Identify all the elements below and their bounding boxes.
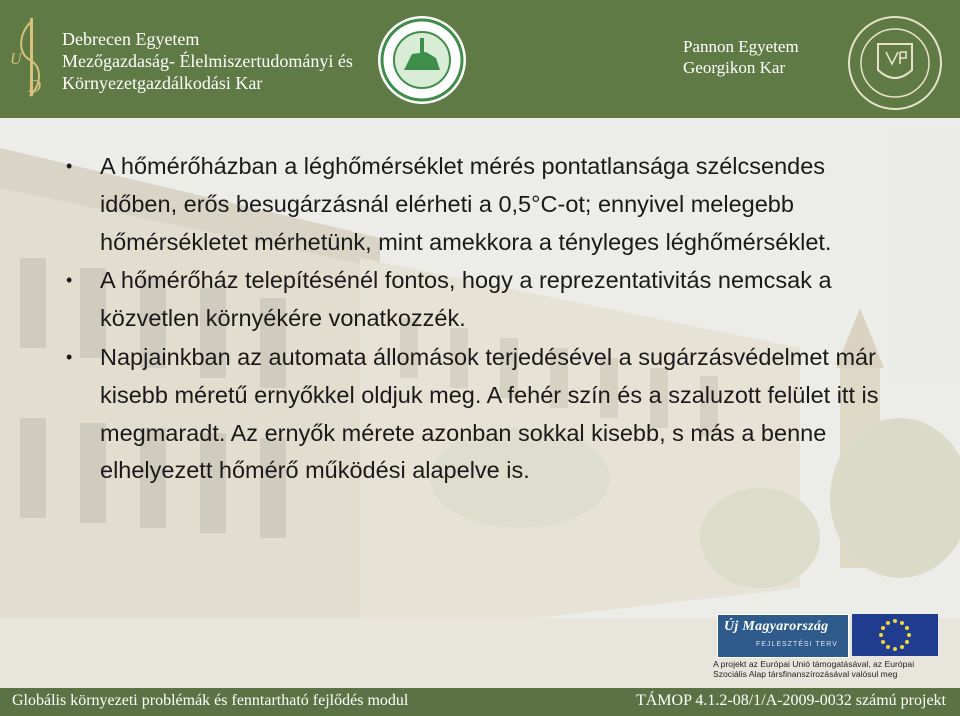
debrecen-university-logo xyxy=(8,14,52,102)
uj-magyarorszag-subtitle: FEJLESZTÉSI TERV xyxy=(756,641,838,648)
pannon-faculty-name xyxy=(683,36,799,78)
uj-magyarorszag-title: Új Magyarország xyxy=(724,619,829,634)
debrecen-faculty-name xyxy=(62,28,353,94)
institution-line: Környezetgazdálkodási Kar xyxy=(62,73,263,93)
bullet-text: A hőmérőházban a léghőmérséklet mérés pontatlansága szélcsendes időben, erős besugárzásnál elérheti a 0,5°C-ot; ennyivel melegebb hőmérsékletet mérhetünk, mint amekkora a tényleges léghőmérséklet. xyxy=(100,153,832,255)
svg-text:U: U xyxy=(10,51,22,68)
bullet-item xyxy=(58,339,898,490)
svg-text:D: D xyxy=(28,76,41,96)
header-banner xyxy=(0,0,960,118)
institution-line: Mezőgazdaság- Élelmiszertudományi és xyxy=(62,51,353,71)
slide-content xyxy=(58,148,898,491)
institution-line: Debrecen Egyetem xyxy=(62,29,200,49)
funding-line: Szociális Alap társfinanszírozásával valósul meg xyxy=(713,669,898,679)
bullet-item xyxy=(58,262,898,338)
footer-bar xyxy=(0,688,960,716)
uj-magyarorszag-logo xyxy=(717,614,849,658)
footer-module-name: Globális környezeti problémák és fenntartható fejlődés modul xyxy=(12,692,409,709)
eu-flag-icon xyxy=(852,614,938,656)
faculty-seal-icon xyxy=(376,14,468,106)
funding-notice xyxy=(713,659,953,679)
bullet-item xyxy=(58,148,898,261)
bullet-text: A hőmérőház telepítésénél fontos, hogy a reprezentativitás nemcsak a közvetlen környékére vonatkozzék. xyxy=(100,267,832,332)
institution-line: Georgikon Kar xyxy=(683,58,786,77)
bullet-marker: • xyxy=(66,346,73,367)
bullet-marker: • xyxy=(66,270,73,291)
footer-project-id: TÁMOP 4.1.2-08/1/A-2009-0032 számú projekt xyxy=(635,692,946,709)
funding-line: A projekt az Európai Unió támogatásával, az Európai xyxy=(713,659,915,669)
bullet-marker: • xyxy=(66,156,73,176)
bullet-text: Napjainkban az automata állomások terjedésével a sugárzásvédelmet már kisebb méretű ernyőkkel oldjuk meg. A fehér szín és a szaluzott felület itt is megmaradt. Az ernyők mérete azonban sokkal kisebb, s más a benne elhelyezett hőmérő működési alapelve is. xyxy=(100,343,879,484)
institution-line: Pannon Egyetem xyxy=(683,37,799,56)
pannon-university-seal-icon xyxy=(846,14,944,112)
